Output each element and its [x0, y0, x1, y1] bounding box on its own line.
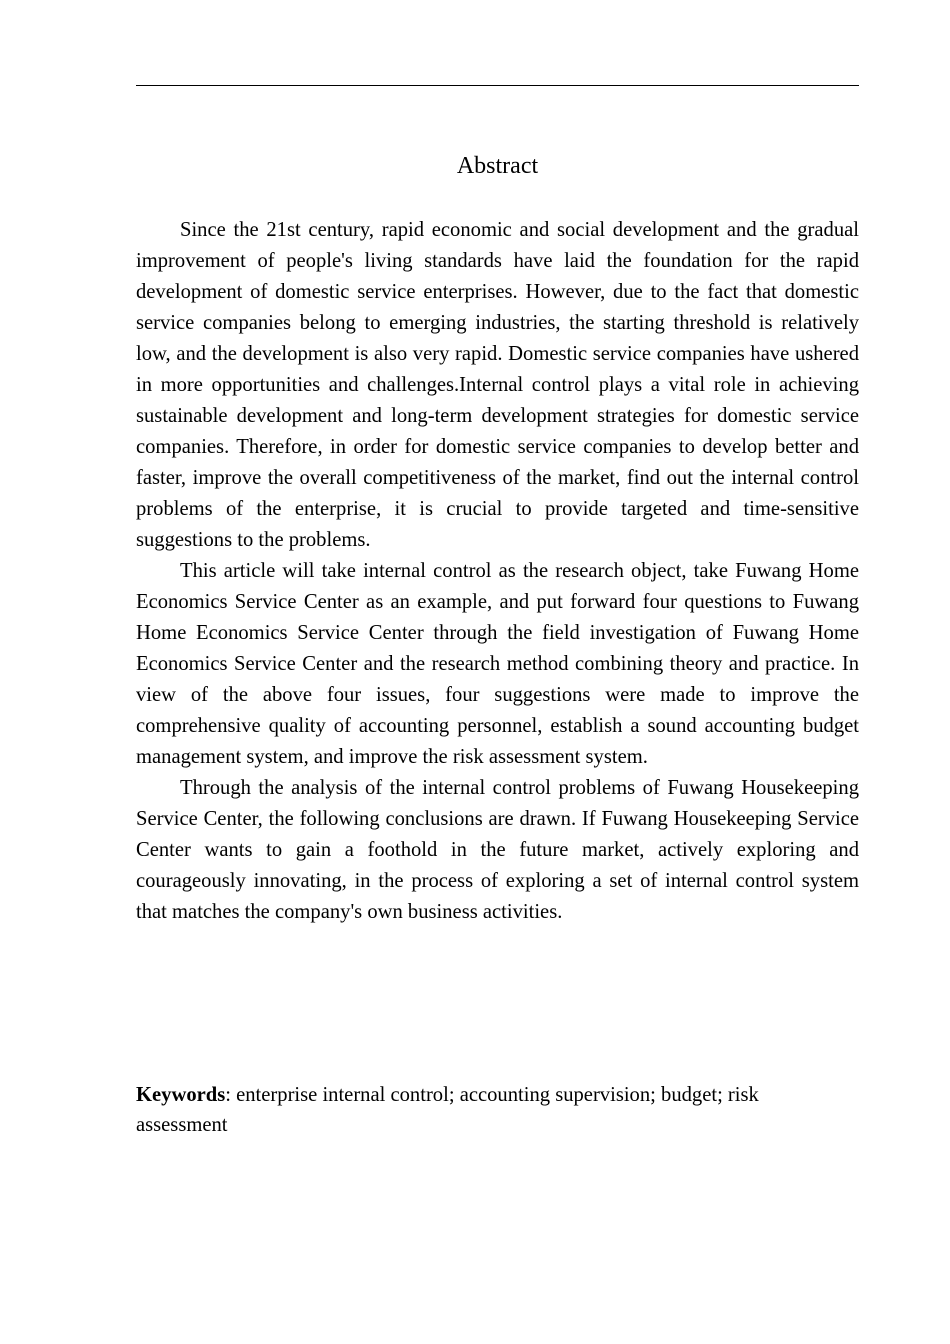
keywords-label: Keywords [136, 1084, 226, 1106]
abstract-paragraph-2: This article will take internal control as the research object, take Fuwang Home Economics Service Center as an example, and put forward four questions to Fuwang Home Economics Service Center through the field investigation of Fuwang Home Economics Service Center and the research method combining theory and practice. In view of the above four issues, four suggestions were made to improve the comprehensive quality of accounting personnel, establish a sound accounting budget management system, and improve the risk assessment system. [136, 560, 859, 768]
header-rule [136, 85, 859, 86]
abstract-paragraph-3: Through the analysis of the internal control problems of Fuwang Housekeeping Service Center, the following conclusions are drawn. If Fuwang Housekeeping Service Center wants to gain a foothold in the future market, actively exploring and courageously innovating, in the process of exploring a set of internal control system that matches the company's own business activities. [136, 777, 859, 923]
abstract-paragraph-1: Since the 21st century, rapid economic and social development and the gradual improvement of people's living standards have laid the foundation for the rapid development of domestic service enterprises. However, due to the fact that domestic service companies belong to emerging industries, the starting threshold is relatively low, and the development is also very rapid. Domestic service companies have ushered in more opportunities and challenges.Internal control plays a vital role in achieving sustainable development and long-term development strategies for domestic service companies. Therefore, in order for domestic service companies to develop better and faster, improve the overall competitiveness of the market, find out the internal control problems of the enterprise, it is crucial to provide targeted and time-sensitive suggestions to the problems. [136, 219, 859, 551]
keywords-text: enterprise internal control; accounting supervision; budget; risk assessment [136, 1084, 759, 1136]
keywords-separator: : [225, 1084, 237, 1106]
abstract-title: Abstract [456, 153, 539, 179]
abstract-body [136, 215, 859, 928]
keywords-line [136, 1080, 826, 1140]
